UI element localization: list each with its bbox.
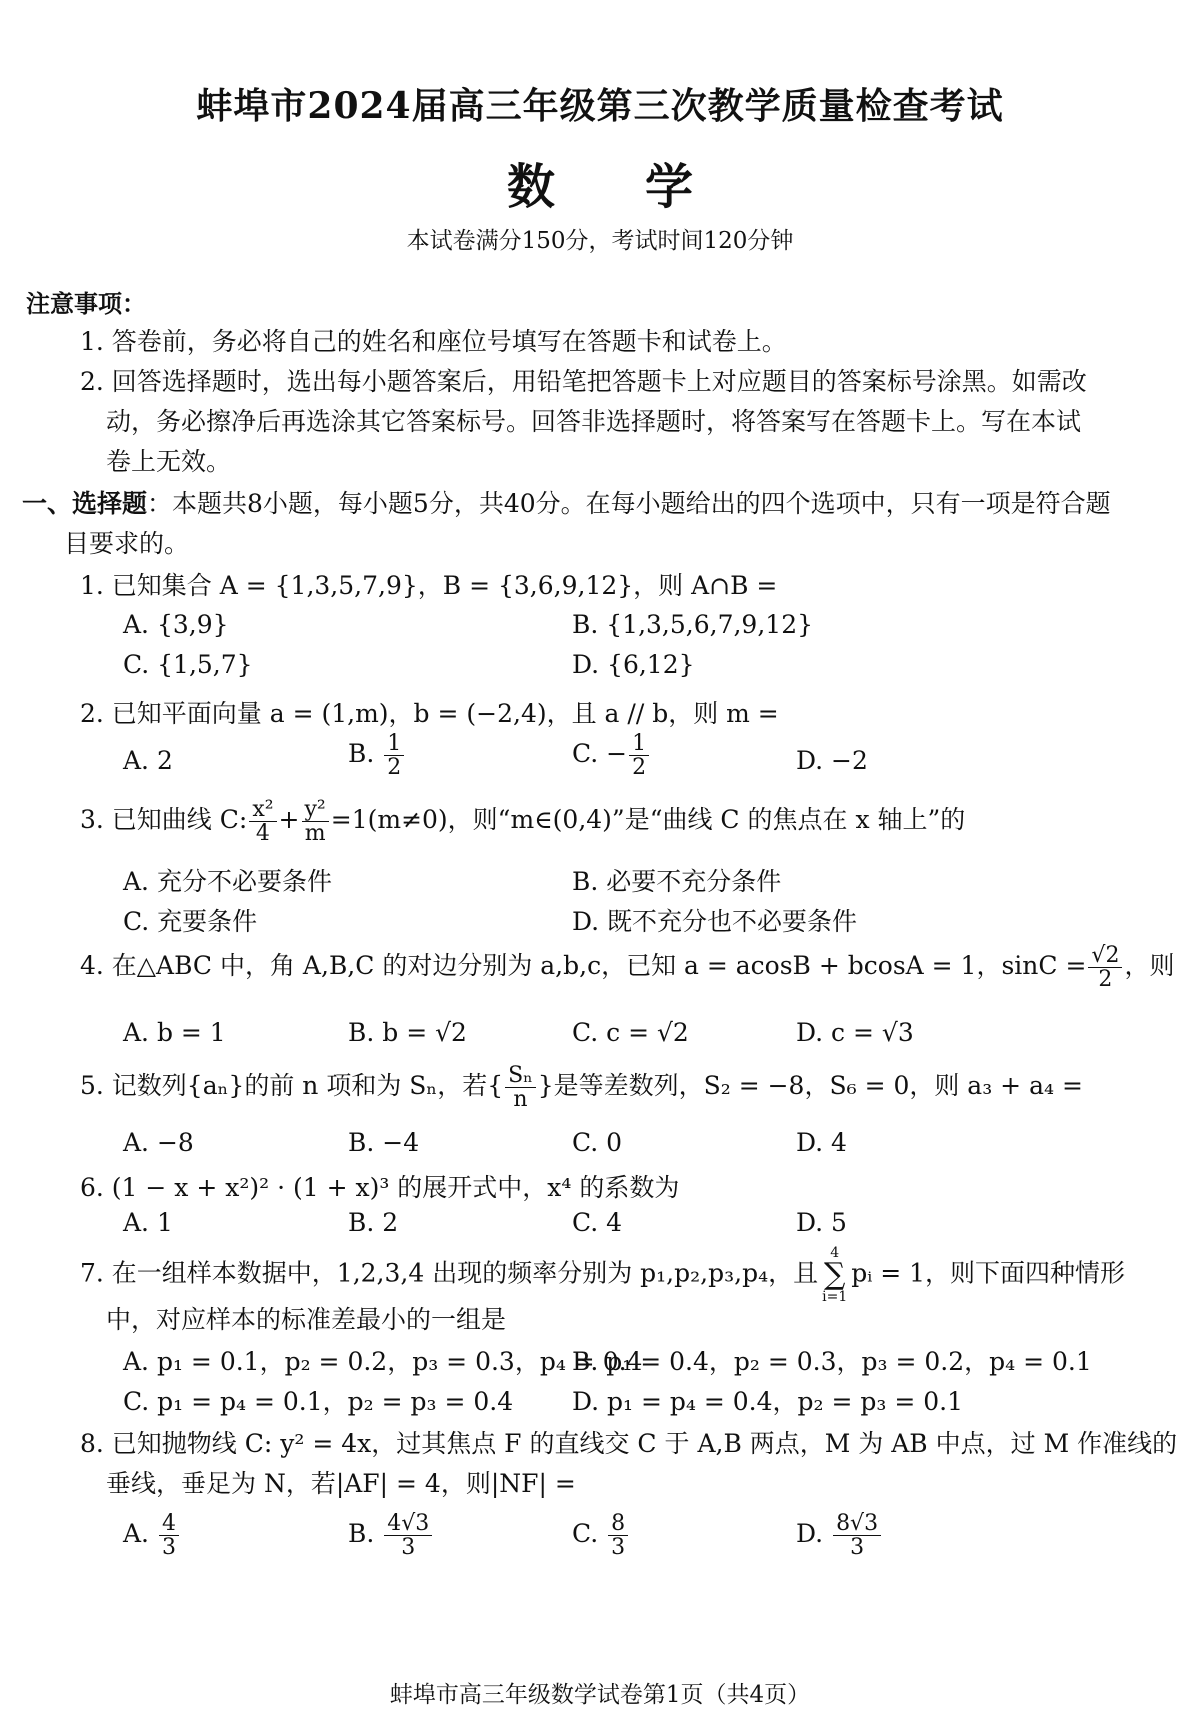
q3-option-a: A. 充分不必要条件 — [123, 867, 332, 896]
q6-option-a: A. 1 — [123, 1208, 173, 1237]
q3-option-c: C. 充要条件 — [123, 907, 258, 936]
q5-stem: 5. 记数列{aₙ}的前 n 项和为 Sₙ，若{ $\frac{\text{Sₙ}}{n}$ }是等差数列，S₂ = −8，S₆ = 0，则 a₃ + a₄ = — [80, 1063, 1083, 1113]
q8-option-a: A. $\frac{4}{3}$ — [123, 1512, 181, 1559]
note-item-2: 2. 回答选择题时，选出每小题答案后，用铅笔把答题卡上对应题目的答案标号涂黑。如需改 — [80, 367, 1087, 396]
q5-option-a: A. −8 — [123, 1128, 194, 1157]
q6-stem: 6. (1 − x + x²)² · (1 + x)³ 的展开式中，x⁴ 的系数为 — [80, 1173, 680, 1202]
section-1-intro — [22, 484, 1111, 520]
notes-heading: 注意事项： — [26, 290, 146, 318]
q3-stem: 3. 已知曲线 C: $\frac{\text{x²}}{4}$ + $\frac{\text{y²}}{m}$ =1(m≠0)，则“m∈(0,4)”是“曲线 C 的焦点在 x 轴上”的 — [80, 797, 966, 847]
q2-stem: 2. 已知平面向量 a = (1,m)，b = (−2,4)，且 a // b，则 m = — [80, 699, 779, 728]
q5-option-d: D. 4 — [796, 1128, 847, 1157]
q7-option-b: B. p₁ = 0.4，p₂ = 0.3，p₃ = 0.2，p₄ = 0.1 — [572, 1347, 1092, 1376]
q8-stem-cont: 垂线，垂足为 N，若|AF| = 4，则|NF| = — [106, 1469, 576, 1498]
section-1-desc: ：本题共8小题，每小题5分，共40分。在每小题给出的四个选项中，只有一项是符合题 — [147, 489, 1111, 518]
q2-option-b: B. $\frac{1}{2}$ — [348, 732, 406, 779]
q7-option-c: C. p₁ = p₄ = 0.1，p₂ = p₃ = 0.4 — [123, 1387, 514, 1416]
q4-option-c: C. c = √2 — [572, 1018, 689, 1047]
q1-option-d: D. {6,12} — [572, 650, 695, 679]
q1-option-b: B. {1,3,5,6,7,9,12} — [572, 610, 814, 639]
q1-stem: 1. 已知集合 A = {1,3,5,7,9}，B = {3,6,9,12}，则 A∩B = — [80, 571, 778, 600]
q4-option-d: D. c = √3 — [796, 1018, 914, 1047]
q2-option-c: C. − $\frac{1}{2}$ — [572, 732, 651, 779]
q6-option-d: D. 5 — [796, 1208, 847, 1237]
q8-stem: 8. 已知抛物线 C: y² = 4x，过其焦点 F 的直线交 C 于 A,B 两点，M 为 AB 中点，过 M 作准线的 — [80, 1429, 1178, 1458]
q4-option-b: B. b = √2 — [348, 1018, 467, 1047]
q8-option-d: D. $\frac{8√3}{3}$ — [796, 1512, 883, 1559]
q3-option-d: D. 既不充分也不必要条件 — [572, 907, 858, 936]
note-item-2-end: 卷上无效。 — [106, 447, 232, 476]
q7-option-a: A. p₁ = 0.1，p₂ = 0.2，p₃ = 0.3，p₄ = 0.4 — [123, 1347, 643, 1376]
q3-option-b: B. 必要不充分条件 — [572, 867, 782, 896]
q7-stem-cont: 中，对应样本的标准差最小的一组是 — [106, 1305, 507, 1334]
q5-option-b: B. −4 — [348, 1128, 420, 1157]
q7-option-d: D. p₁ = p₄ = 0.4，p₂ = p₃ = 0.1 — [572, 1387, 964, 1416]
q4-option-a: A. b = 1 — [123, 1018, 226, 1047]
q2-option-d: D. −2 — [796, 746, 868, 775]
note-item-2-cont: 动，务必擦净后再选涂其它答案标号。回答非选择题时，将答案写在答题卡上。写在本试 — [106, 407, 1082, 436]
subject-title: 数学 — [506, 159, 783, 215]
q6-option-b: B. 2 — [348, 1208, 399, 1237]
exam-title: 蚌埠市2024届高三年级第三次教学质量检查考试 — [196, 85, 1004, 127]
exam-meta: 本试卷满分150分，考试时间120分钟 — [406, 228, 794, 254]
q4-stem: 4. 在△ABC 中，角 A,B,C 的对边分别为 a,b,c，已知 a = acosB + bcosA = 1，sinC = $\frac{√2}{2}$ ，则 — [80, 943, 1175, 993]
q2-option-a: A. 2 — [123, 746, 173, 775]
q6-option-c: C. 4 — [572, 1208, 623, 1237]
note-item-1: 1. 答卷前，务必将自己的姓名和座位号填写在答题卡和试卷上。 — [80, 327, 787, 356]
q5-option-c: C. 0 — [572, 1128, 623, 1157]
section-1-heading: 一、选择题 — [22, 489, 148, 518]
q1-option-a: A. {3,9} — [123, 610, 229, 639]
q8-option-c: C. $\frac{8}{3}$ — [572, 1512, 630, 1559]
q8-option-b: B. $\frac{4√3}{3}$ — [348, 1512, 434, 1559]
page-footer: 蚌埠市高三年级数学试卷第1页（共4页） — [389, 1682, 811, 1708]
q1-option-c: C. {1,5,7} — [123, 650, 253, 679]
q7-stem: 7. 在一组样本数据中，1,2,3,4 出现的频率分别为 p₁,p₂,p₃,p₄，且4 ∑ i=1pᵢ = 1，则下面四种情形 — [80, 1245, 1126, 1305]
section-1-desc-cont: 目要求的。 — [64, 529, 190, 558]
